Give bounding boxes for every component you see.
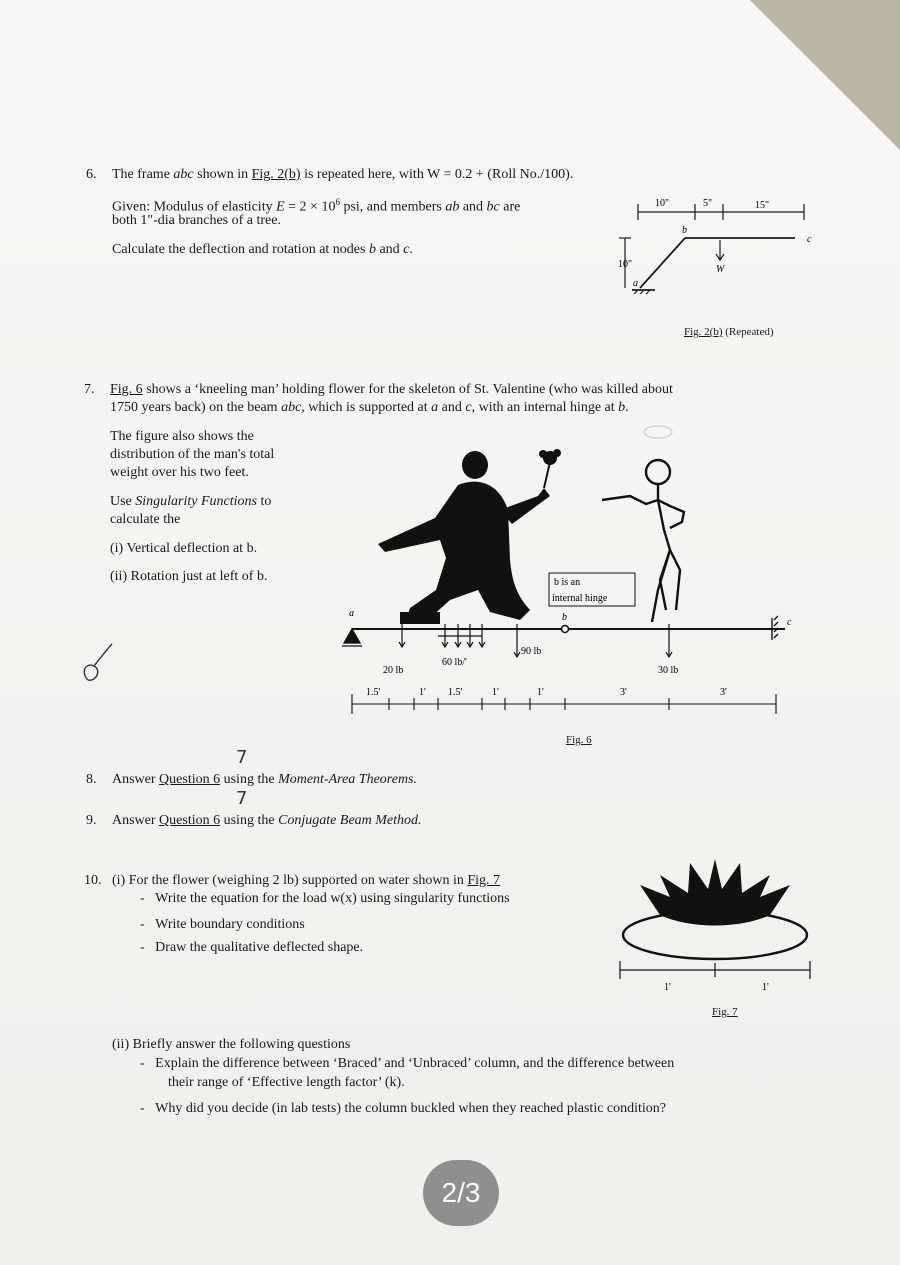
pin-support-a bbox=[342, 629, 362, 646]
q10-bullet-text: Write the equation for the load w(x) using singularity functions bbox=[155, 891, 510, 906]
q9-number: 9. bbox=[86, 813, 97, 828]
internal-hinge-b bbox=[562, 626, 569, 633]
q8-text-part: Answer bbox=[112, 772, 160, 787]
q6-line4 bbox=[112, 241, 413, 258]
q9-question-link[interactable]: Question 6 bbox=[159, 813, 221, 828]
q6-fig-link[interactable]: Fig. 2(b) bbox=[251, 167, 301, 182]
q7-side-text-2: distribution of the man's total bbox=[110, 447, 275, 462]
q7-side-text-1: The figure also shows the bbox=[110, 429, 254, 444]
fig6-caption[interactable]: Fig. 6 bbox=[566, 734, 592, 746]
q7-fig-link[interactable]: Fig. 6 bbox=[110, 382, 143, 397]
q8-method: Moment-Area Theorems. bbox=[278, 772, 417, 787]
q10-bullet-text: Write boundary conditions bbox=[155, 917, 305, 932]
member-ab bbox=[640, 238, 685, 288]
q6-text: and bbox=[459, 199, 487, 215]
page-corner-shadow bbox=[750, 0, 900, 150]
q6-exponent: 6 bbox=[335, 197, 340, 207]
q7-text: 1750 years back) on the beam bbox=[110, 400, 282, 415]
q7-text: b bbox=[618, 400, 626, 415]
lotus-flower bbox=[640, 859, 790, 926]
q7-side-text-4 bbox=[110, 493, 271, 510]
dim-label-height: 10" bbox=[618, 259, 633, 270]
lotus-diagram bbox=[610, 855, 820, 1005]
q6-text: abc bbox=[173, 167, 194, 182]
node-label-b: b bbox=[562, 612, 567, 623]
q7-text: , which is supported at bbox=[301, 400, 432, 415]
q9-text bbox=[112, 812, 422, 829]
dim-label: 1' bbox=[537, 687, 544, 698]
load-label-30lb: 30 lb bbox=[658, 665, 679, 676]
fig-caption-link[interactable]: Fig. 2(b) bbox=[684, 326, 723, 338]
q6-text: bc bbox=[486, 199, 500, 215]
handwritten-note-7: 7 bbox=[236, 788, 248, 809]
q9-text-part: Answer bbox=[112, 813, 160, 828]
q10-number: 10. bbox=[84, 873, 102, 888]
q6-text: psi, and members bbox=[339, 199, 446, 215]
dim-label: 1.5' bbox=[366, 687, 381, 698]
q10-bullet2-2: - Why did you decide (in lab tests) the column buckled when they reached plastic condition? bbox=[140, 1101, 667, 1116]
node-label-a: a bbox=[633, 278, 638, 289]
dim-label-10: 10" bbox=[655, 198, 670, 209]
q10-bullet2-1b: their range of ‘Effective length factor’ (k). bbox=[168, 1075, 405, 1090]
node-label-c: c bbox=[807, 234, 812, 245]
q10-part2: (ii) Briefly answer the following questions bbox=[112, 1037, 351, 1052]
node-label-b: b bbox=[682, 225, 687, 236]
dim-label: 1' bbox=[492, 687, 499, 698]
q6-text: c bbox=[403, 242, 410, 257]
q7-text: a bbox=[431, 400, 439, 415]
dim-label-15: 15" bbox=[755, 200, 770, 211]
handwritten-note-7: 7 bbox=[236, 747, 248, 768]
q6-text: are bbox=[499, 199, 521, 215]
q8-question-link[interactable]: Question 6 bbox=[159, 772, 221, 787]
q10-bullet-2: - Write boundary conditions bbox=[140, 917, 305, 932]
dim-label: 1' bbox=[419, 687, 426, 698]
q6-text: is repeated here, with W = 0.2 + (Roll No./100). bbox=[300, 167, 574, 182]
q10-part1 bbox=[112, 872, 500, 889]
q8-text bbox=[112, 771, 417, 788]
q6-text: = 2 × 10 bbox=[284, 199, 336, 215]
node-label-c: c bbox=[787, 617, 792, 628]
q7-text: Singularity Functions bbox=[135, 494, 257, 509]
node-label-a: a bbox=[349, 608, 354, 619]
q7-text: to bbox=[257, 494, 272, 509]
q6-number: 6. bbox=[86, 167, 97, 182]
fig-caption-text: (Repeated) bbox=[722, 326, 774, 338]
load-label-20lb: 20 lb bbox=[383, 665, 404, 676]
dim-label: 1' bbox=[664, 982, 671, 993]
kneeling-man-figure bbox=[378, 451, 550, 624]
q6-text: The frame bbox=[112, 167, 174, 182]
dim-label-5: 5" bbox=[703, 198, 713, 209]
beam-diagram bbox=[340, 440, 800, 740]
dimension-line bbox=[352, 694, 776, 714]
q10-bullet2-1: - Explain the difference between ‘Braced’ and ‘Unbraced’ column, and the difference between bbox=[140, 1056, 675, 1071]
hinge-callout-line1: b is an bbox=[554, 577, 581, 588]
q10-text: (i) For the flower (weighing 2 lb) supported on water shown in bbox=[112, 873, 468, 888]
q7-text: c bbox=[465, 400, 472, 415]
q10-bullet-1: - Write the equation for the load w(x) using singularity functions bbox=[140, 891, 510, 906]
frame-diagram bbox=[610, 190, 820, 310]
skeleton-figure bbox=[602, 426, 684, 622]
dim-label: 1' bbox=[762, 982, 769, 993]
q6-line1 bbox=[112, 166, 573, 183]
q7-text: , with an internal hinge at bbox=[471, 400, 619, 415]
page-indicator: 2/3 bbox=[423, 1160, 499, 1226]
q10-fig-link[interactable]: Fig. 7 bbox=[467, 873, 501, 888]
q8-number: 8. bbox=[86, 772, 97, 787]
q6-text: shown in bbox=[193, 167, 252, 182]
q7-text: and bbox=[438, 400, 466, 415]
dim-label: 3' bbox=[620, 687, 627, 698]
q10-bullet-3: - Draw the qualitative deflected shape. bbox=[140, 940, 364, 955]
q7-side-text-5: calculate the bbox=[110, 512, 181, 527]
dim-label: 1.5' bbox=[448, 687, 463, 698]
q7-side-text-3: weight over his two feet. bbox=[110, 465, 249, 480]
q9-method: Conjugate Beam Method. bbox=[278, 813, 422, 828]
q10-bullet-text: Why did you decide (in lab tests) the column buckled when they reached plastic condition? bbox=[155, 1101, 667, 1116]
load-label-90lb: 90 lb bbox=[521, 646, 542, 657]
q6-line3: both 1"-dia branches of a tree. bbox=[112, 213, 281, 228]
q6-text: b bbox=[368, 242, 376, 257]
q7-number: 7. bbox=[84, 382, 95, 397]
q6-text: ab bbox=[445, 199, 460, 215]
dim-label: 3' bbox=[720, 687, 727, 698]
q8-text-part: using the bbox=[220, 772, 279, 787]
q6-text: E bbox=[276, 199, 285, 215]
q9-text-part: using the bbox=[220, 813, 279, 828]
q7-text: abc bbox=[281, 400, 302, 415]
fig7-caption[interactable]: Fig. 7 bbox=[712, 1006, 738, 1018]
q6-text: Calculate the deflection and rotation at nodes bbox=[112, 242, 369, 257]
q7-item-1: (i) Vertical deflection at b. bbox=[110, 541, 258, 556]
fig2b-caption bbox=[684, 326, 774, 339]
q7-line1 bbox=[110, 381, 673, 398]
q7-text: Use bbox=[110, 494, 136, 509]
q6-text: Given: Modulus of elasticity bbox=[112, 199, 277, 215]
handwritten-mark bbox=[78, 642, 118, 687]
load-label-w: W bbox=[716, 264, 725, 275]
q6-text: and bbox=[375, 242, 404, 257]
flower-in-hand bbox=[539, 449, 561, 488]
q7-line2 bbox=[110, 399, 629, 416]
q7-text: . bbox=[625, 400, 629, 415]
load-label-60lbft: 60 lb/' bbox=[442, 657, 467, 668]
dimension-line bbox=[620, 961, 810, 979]
q7-item-2: (ii) Rotation just at left of b. bbox=[110, 569, 268, 584]
q10-bullet-text: Explain the difference between ‘Braced’ and ‘Unbraced’ column, and the difference between bbox=[155, 1056, 675, 1071]
q7-text: shows a ‘kneeling man’ holding flower for the skeleton of St. Valentine (who was killed about bbox=[142, 382, 673, 397]
hinge-callout-line2: internal hinge bbox=[552, 593, 608, 604]
q6-text: . bbox=[409, 242, 413, 257]
q10-bullet-text: Draw the qualitative deflected shape. bbox=[155, 940, 364, 955]
